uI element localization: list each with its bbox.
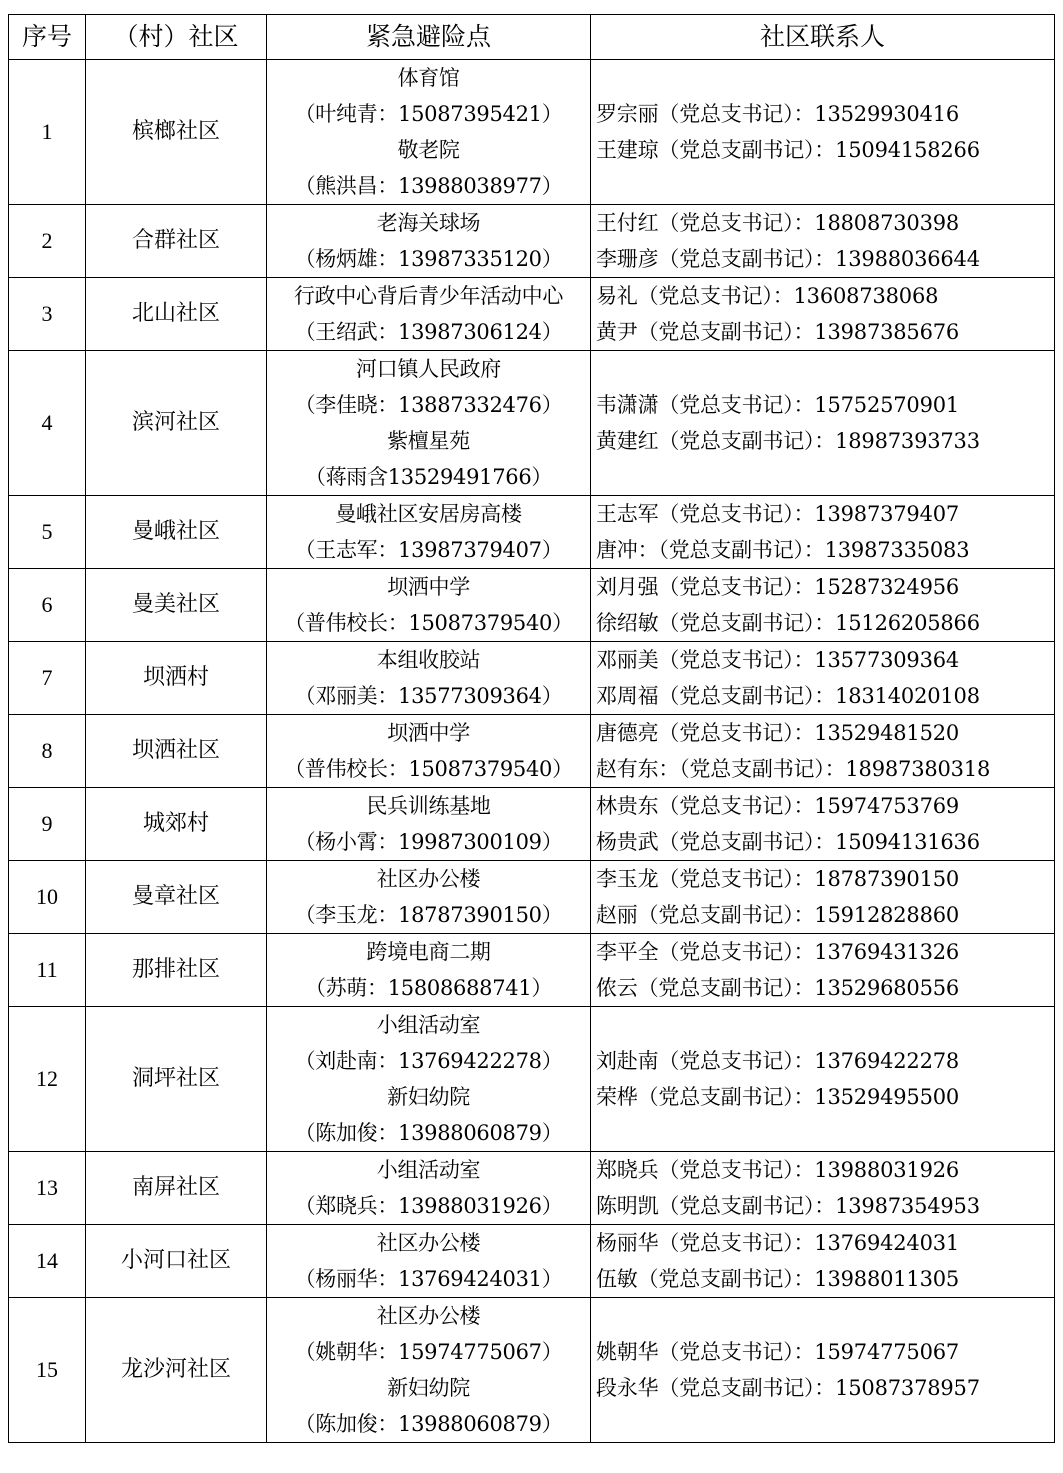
- shelter-line: （熊洪昌：13988038977）: [294, 174, 563, 198]
- cell-community: 城郊村: [86, 788, 267, 861]
- table-row: [9, 715, 1055, 788]
- contact-line: 黄建红（党总支副书记）：18987393733: [596, 429, 980, 453]
- cell-no: 15: [9, 1298, 86, 1443]
- shelter-line: 社区办公楼: [376, 1231, 481, 1255]
- contact-line: 姚朝华（党总支书记）：15974775067: [596, 1340, 960, 1364]
- cell-shelter: [267, 351, 591, 496]
- contact-line: 荣桦（党总支副书记）：13529495500: [596, 1085, 960, 1109]
- table-row: [9, 1298, 1055, 1443]
- cell-contact: [591, 1007, 1055, 1152]
- contact-line: 伍敏（党总支副书记）：13988011305: [596, 1267, 960, 1291]
- shelter-line: （陈加俊：13988060879）: [294, 1412, 563, 1436]
- cell-community: 坝洒村: [86, 642, 267, 715]
- shelter-line: 体育馆: [397, 66, 460, 90]
- shelter-line: （姚朝华：15974775067）: [294, 1340, 563, 1364]
- cell-community: 曼章社区: [86, 861, 267, 934]
- header-contact: 社区联系人: [591, 15, 1055, 60]
- contact-line: 罗宗丽（党总支书记）：13529930416: [596, 102, 960, 126]
- shelter-line: 新妇幼院: [387, 1376, 470, 1400]
- table-row: [9, 351, 1055, 496]
- shelter-line: 本组收胶站: [376, 648, 481, 672]
- cell-community: 坝洒社区: [86, 715, 267, 788]
- shelter-line: （普伟校长：15087379540）: [284, 611, 573, 635]
- shelter-line: （苏萌：15808688741）: [304, 976, 553, 1000]
- cell-contact: [591, 496, 1055, 569]
- cell-no: 1: [9, 60, 86, 205]
- contact-line: 王付红（党总支书记）：18808730398: [596, 211, 960, 235]
- cell-no: 8: [9, 715, 86, 788]
- table-row: [9, 205, 1055, 278]
- cell-no: 6: [9, 569, 86, 642]
- cell-contact: [591, 934, 1055, 1007]
- shelter-line: 河口镇人民政府: [356, 357, 501, 381]
- shelter-line: （刘赴南：13769422278）: [294, 1049, 563, 1073]
- table-row: [9, 861, 1055, 934]
- shelter-line: （普伟校长：15087379540）: [284, 757, 573, 781]
- shelter-line: （叶纯青：15087395421）: [294, 102, 563, 126]
- cell-contact: [591, 788, 1055, 861]
- shelter-line: 曼峨社区安居房高楼: [335, 502, 522, 526]
- table-row: [9, 569, 1055, 642]
- cell-contact: [591, 715, 1055, 788]
- shelter-line: 行政中心背后青少年活动中心: [293, 284, 564, 308]
- contact-line: 刘赴南（党总支书记）：13769422278: [596, 1049, 960, 1073]
- shelter-line: 坝洒中学: [387, 575, 470, 599]
- cell-no: 2: [9, 205, 86, 278]
- contact-line: 李珊彦（党总支副书记）：13988036644: [596, 247, 980, 271]
- cell-community: 南屏社区: [86, 1152, 267, 1225]
- cell-shelter: [267, 60, 591, 205]
- contact-line: 杨贵武（党总支副书记）：15094131636: [596, 830, 980, 854]
- cell-shelter: [267, 934, 591, 1007]
- contact-line: 王建琼（党总支副书记）：15094158266: [596, 138, 980, 162]
- cell-no: 12: [9, 1007, 86, 1152]
- shelter-line: （王绍武：13987306124）: [294, 320, 563, 344]
- shelter-line: （杨丽华：13769424031）: [294, 1267, 563, 1291]
- cell-community: 滨河社区: [86, 351, 267, 496]
- table-row: [9, 642, 1055, 715]
- cell-shelter: [267, 1298, 591, 1443]
- shelter-line: 跨境电商二期: [366, 940, 491, 964]
- cell-shelter: [267, 569, 591, 642]
- contact-line: 王志军（党总支书记）：13987379407: [596, 502, 960, 526]
- cell-community: 那排社区: [86, 934, 267, 1007]
- contact-line: 郑晓兵（党总支书记）：13988031926: [596, 1158, 960, 1182]
- table-row: [9, 1152, 1055, 1225]
- cell-community: 北山社区: [86, 278, 267, 351]
- cell-no: 3: [9, 278, 86, 351]
- cell-shelter: [267, 1152, 591, 1225]
- contact-line: 刘月强（党总支书记）：15287324956: [596, 575, 960, 599]
- contact-line: 唐冲：（党总支副书记）：13987335083: [596, 538, 970, 562]
- cell-shelter: [267, 1007, 591, 1152]
- header-row: [9, 15, 1055, 60]
- shelter-line: 小组活动室: [376, 1158, 481, 1182]
- cell-no: 9: [9, 788, 86, 861]
- cell-community: 曼美社区: [86, 569, 267, 642]
- cell-contact: [591, 205, 1055, 278]
- shelter-line: 民兵训练基地: [366, 794, 491, 818]
- contact-line: 黄尹（党总支副书记）：13987385676: [596, 320, 960, 344]
- shelter-line: （杨炳雄：13987335120）: [294, 247, 563, 271]
- cell-contact: [591, 861, 1055, 934]
- shelter-line: 敬老院: [397, 138, 460, 162]
- shelter-line: （王志军：13987379407）: [294, 538, 563, 562]
- shelter-line: （蒋雨含13529491766）: [304, 465, 553, 489]
- contact-line: 陈明凯（党总支副书记）：13987354953: [596, 1194, 980, 1218]
- header-shelter: 紧急避险点: [267, 15, 591, 60]
- table-body: [9, 60, 1055, 1443]
- cell-community: 龙沙河社区: [86, 1298, 267, 1443]
- cell-no: 11: [9, 934, 86, 1007]
- shelter-line: （郑晓兵：13988031926）: [294, 1194, 563, 1218]
- table-row: [9, 278, 1055, 351]
- cell-no: 5: [9, 496, 86, 569]
- table-row: [9, 1007, 1055, 1152]
- cell-no: 4: [9, 351, 86, 496]
- shelter-line: （李玉龙：18787390150）: [294, 903, 563, 927]
- shelter-line: （杨小霄：19987300109）: [294, 830, 563, 854]
- table-row: [9, 934, 1055, 1007]
- cell-shelter: [267, 642, 591, 715]
- contact-line: 徐绍敏（党总支副书记）：15126205866: [596, 611, 980, 635]
- contact-line: 李玉龙（党总支书记）：18787390150: [596, 867, 960, 891]
- cell-shelter: [267, 788, 591, 861]
- cell-shelter: [267, 861, 591, 934]
- cell-shelter: [267, 1225, 591, 1298]
- shelter-line: （李佳晓：13887332476）: [294, 393, 563, 417]
- shelter-line: （陈加俊：13988060879）: [294, 1121, 563, 1145]
- shelter-line: （邓丽美：13577309364）: [294, 684, 563, 708]
- shelter-line: 社区办公楼: [376, 1304, 481, 1328]
- cell-no: 10: [9, 861, 86, 934]
- emergency-shelter-table: [8, 14, 1055, 1443]
- cell-shelter: [267, 715, 591, 788]
- shelter-line: 老海关球场: [376, 211, 481, 235]
- cell-community: 洞坪社区: [86, 1007, 267, 1152]
- cell-no: 7: [9, 642, 86, 715]
- cell-shelter: [267, 278, 591, 351]
- shelter-line: 坝洒中学: [387, 721, 470, 745]
- cell-no: 13: [9, 1152, 86, 1225]
- header-no: 序号: [9, 15, 86, 60]
- contact-line: 唐德亮（党总支书记）：13529481520: [596, 721, 960, 745]
- contact-line: 赵丽（党总支副书记）：15912828860: [596, 903, 960, 927]
- table-row: [9, 1225, 1055, 1298]
- cell-contact: [591, 60, 1055, 205]
- contact-line: 韦潇潇（党总支书记）：15752570901: [596, 393, 960, 417]
- contact-line: 侬云（党总支副书记）：13529680556: [596, 976, 960, 1000]
- contact-line: 杨丽华（党总支书记）：13769424031: [596, 1231, 960, 1255]
- shelter-line: 新妇幼院: [387, 1085, 470, 1109]
- cell-shelter: [267, 205, 591, 278]
- contact-line: 李平全（党总支书记）：13769431326: [596, 940, 960, 964]
- cell-contact: [591, 569, 1055, 642]
- contact-line: 林贵东（党总支书记）：15974753769: [596, 794, 960, 818]
- table-row: [9, 496, 1055, 569]
- cell-community: 曼峨社区: [86, 496, 267, 569]
- contact-line: 易礼（党总支书记）：13608738068: [596, 284, 939, 308]
- cell-contact: [591, 642, 1055, 715]
- cell-no: 14: [9, 1225, 86, 1298]
- header-community: （村）社区: [86, 15, 267, 60]
- cell-contact: [591, 1225, 1055, 1298]
- shelter-line: 社区办公楼: [376, 867, 481, 891]
- cell-shelter: [267, 496, 591, 569]
- contact-line: 邓丽美（党总支书记）：13577309364: [596, 648, 960, 672]
- shelter-line: 小组活动室: [376, 1013, 481, 1037]
- cell-contact: [591, 1298, 1055, 1443]
- contact-line: 赵有东：（党总支副书记）：18987380318: [596, 757, 991, 781]
- shelter-line: 紫檀星苑: [387, 429, 470, 453]
- contact-line: 邓周福（党总支副书记）：18314020108: [596, 684, 980, 708]
- contact-line: 段永华（党总支副书记）：15087378957: [596, 1376, 980, 1400]
- table-row: [9, 60, 1055, 205]
- cell-contact: [591, 278, 1055, 351]
- table-row: [9, 788, 1055, 861]
- cell-community: 槟榔社区: [86, 60, 267, 205]
- cell-contact: [591, 1152, 1055, 1225]
- cell-community: 小河口社区: [86, 1225, 267, 1298]
- cell-contact: [591, 351, 1055, 496]
- cell-community: 合群社区: [86, 205, 267, 278]
